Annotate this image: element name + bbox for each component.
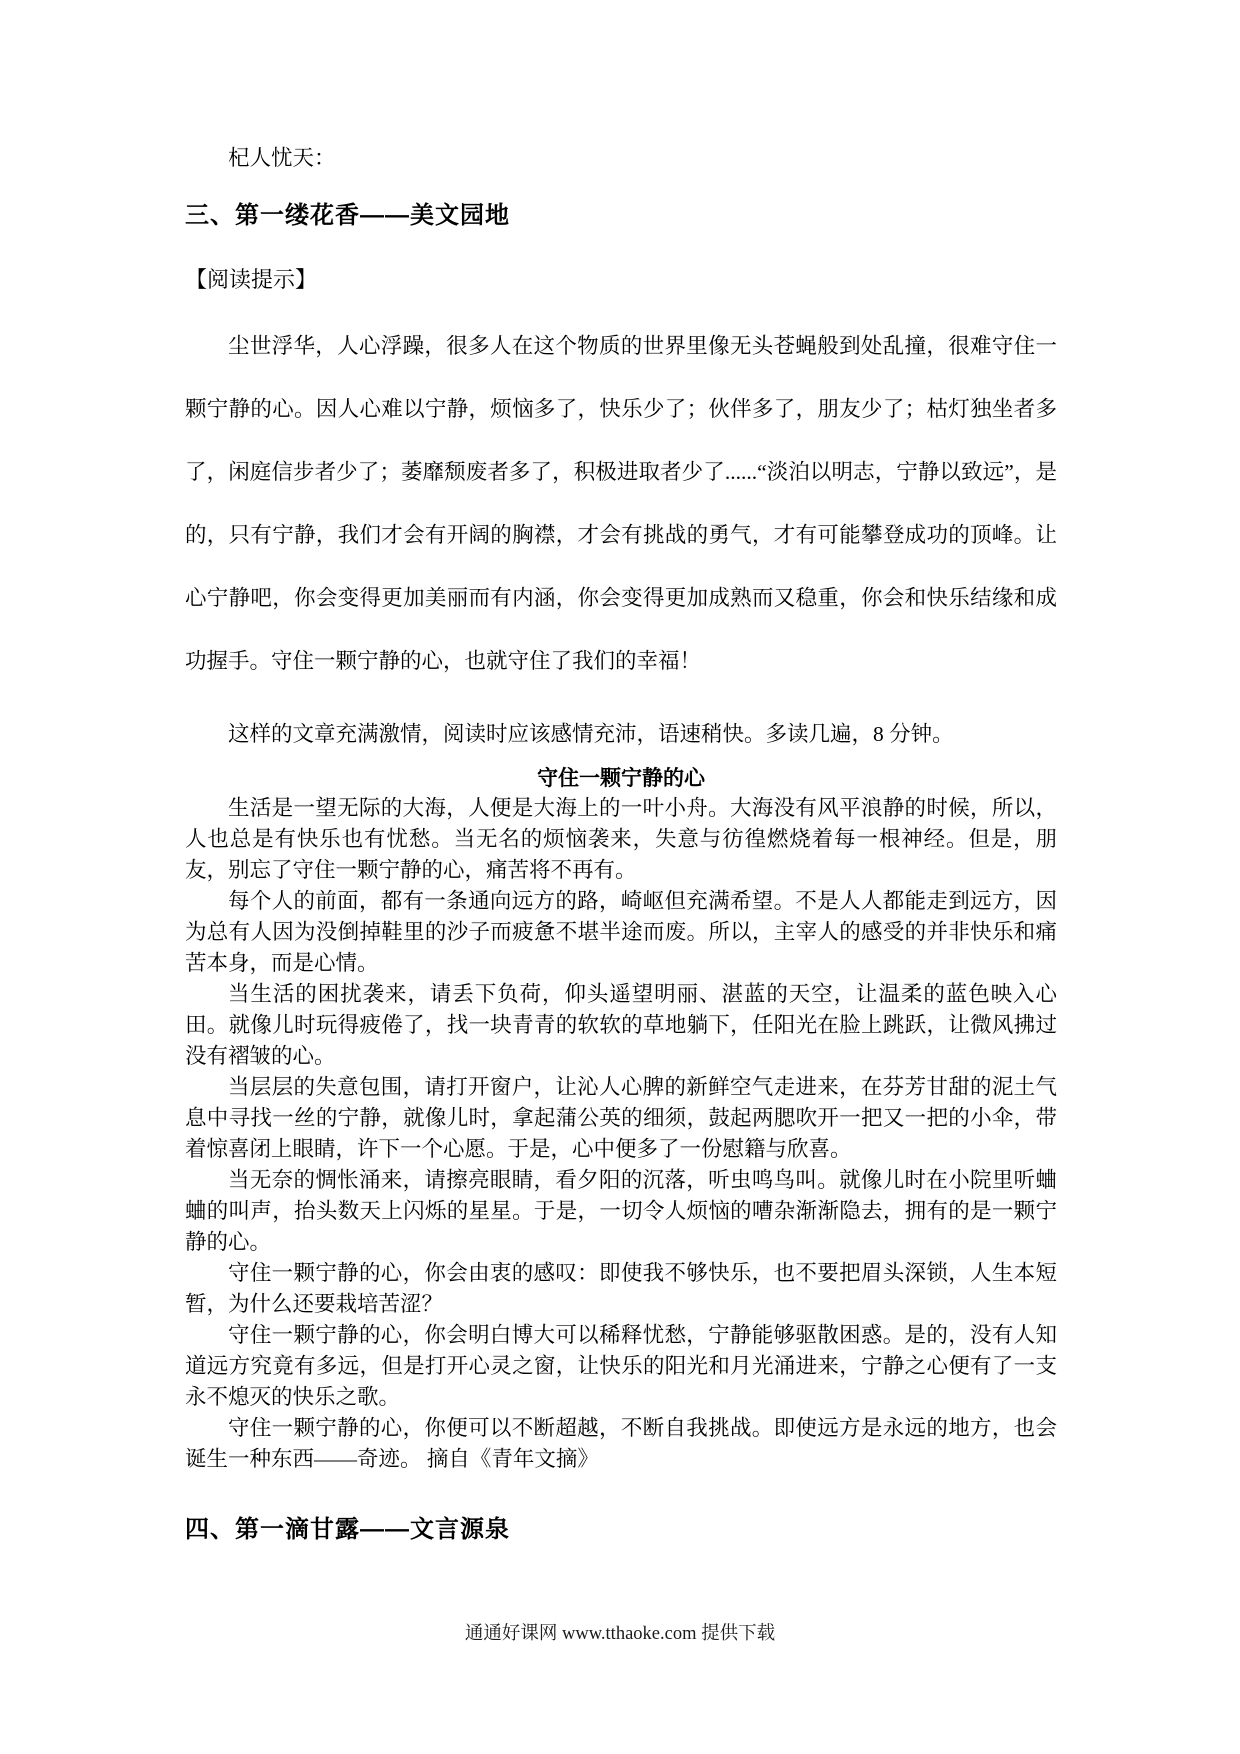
essay-paragraph-8: 守住一颗宁静的心，你便可以不断超越，不断自我挑战。即使远方是永远的地方，也会诞生一种东西——奇迹。 摘自《青年文摘》	[185, 1416, 1057, 1471]
essay-paragraph-6: 守住一颗宁静的心，你会由衷的感叹：即使我不够快乐，也不要把眉头深锁，人生本短暂，为什么还要栽培苦涩？	[185, 1261, 1057, 1316]
essay-paragraph-4: 当层层的失意包围，请打开窗户，让沁人心脾的新鲜空气走进来，在芬芳甘甜的泥土气息中寻找一丝的宁静，就像儿时，拿起蒲公英的细须，鼓起两腮吹开一把又一把的小伞，带着惊喜闭上眼睛，许下一个心愿。于是，心中便多了一份慰籍与欣喜。	[185, 1075, 1057, 1161]
section-heading-flower: 三、第一缕花香——美文园地	[185, 202, 510, 229]
document-content	[185, 0, 1057, 1545]
reading-note: 这样的文章充满激情，阅读时应该感情充沛，语速稍快。多读几遍，8 分钟。	[228, 722, 954, 746]
section-heading-classical: 四、第一滴甘露——文言源泉	[185, 1516, 510, 1543]
essay-paragraph-5: 当无奈的惆怅涌来，请擦亮眼睛，看夕阳的沉落，听虫鸣鸟叫。就像儿时在小院里听蛐蛐的叫声，抬头数天上闪烁的星星。于是，一切令人烦恼的嘈杂渐渐隐去，拥有的是一颗宁静的心。	[185, 1168, 1057, 1254]
reading-hint-paragraph: 尘世浮华，人心浮躁，很多人在这个物质的世界里像无头苍蝇般到处乱撞，很难守住一颗宁静的心。因人心难以宁静，烦恼多了，快乐少了；伙伴多了，朋友少了；枯灯独坐者多了，闲庭信步者少了；萎靡颓废者多了，积极进取者少了......“淡泊以明志，宁静以致远”，是的，只有宁静，我们才会有开阔的胸襟，才会有挑战的勇气，才有可能攀登成功的顶峰。让心宁静吧，你会变得更加美丽而有内涵，你会变得更加成熟而又稳重，你会和快乐结缘和成功握手。守住一颗宁静的心，也就守住了我们的幸福！	[185, 334, 1057, 673]
essay-body	[185, 793, 1057, 1475]
page-footer-watermark: 通通好课网 www.tthaoke.com 提供下载	[464, 1624, 776, 1644]
essay-title: 守住一颗宁静的心	[537, 766, 705, 790]
essay-paragraph-3: 当生活的困扰袭来，请丢下负荷，仰头遥望明丽、湛蓝的天空，让温柔的蓝色映入心田。就像儿时玩得疲倦了，找一块青青的软软的草地躺下，任阳光在脸上跳跃，让微风拂过没有褶皱的心。	[185, 982, 1057, 1068]
essay-paragraph-2: 每个人的前面，都有一条通向远方的路，崎岖但充满希望。不是人人都能走到远方，因为总有人因为没倒掉鞋里的沙子而疲惫不堪半途而废。所以，主宰人的感受的并非快乐和痛苦本身，而是心情。	[185, 889, 1057, 975]
lead-in-text: 杞人忧天：	[228, 146, 336, 170]
essay-paragraph-7: 守住一颗宁静的心，你会明白博大可以稀释忧愁，宁静能够驱散困惑。是的，没有人知道远方究竟有多远，但是打开心灵之窗，让快乐的阳光和月光涌进来，宁静之心便有了一支永不熄灭的快乐之歌。	[185, 1323, 1057, 1409]
essay-paragraph-1: 生活是一望无际的大海，人便是大海上的一叶小舟。大海没有风平浪静的时候，所以，人也总是有快乐也有忧愁。当无名的烦恼袭来，失意与彷徨燃烧着每一根神经。但是，朋友，别忘了守住一颗宁静的心，痛苦将不再有。	[185, 796, 1057, 882]
reading-hint-label: 【阅读提示】	[185, 267, 318, 292]
